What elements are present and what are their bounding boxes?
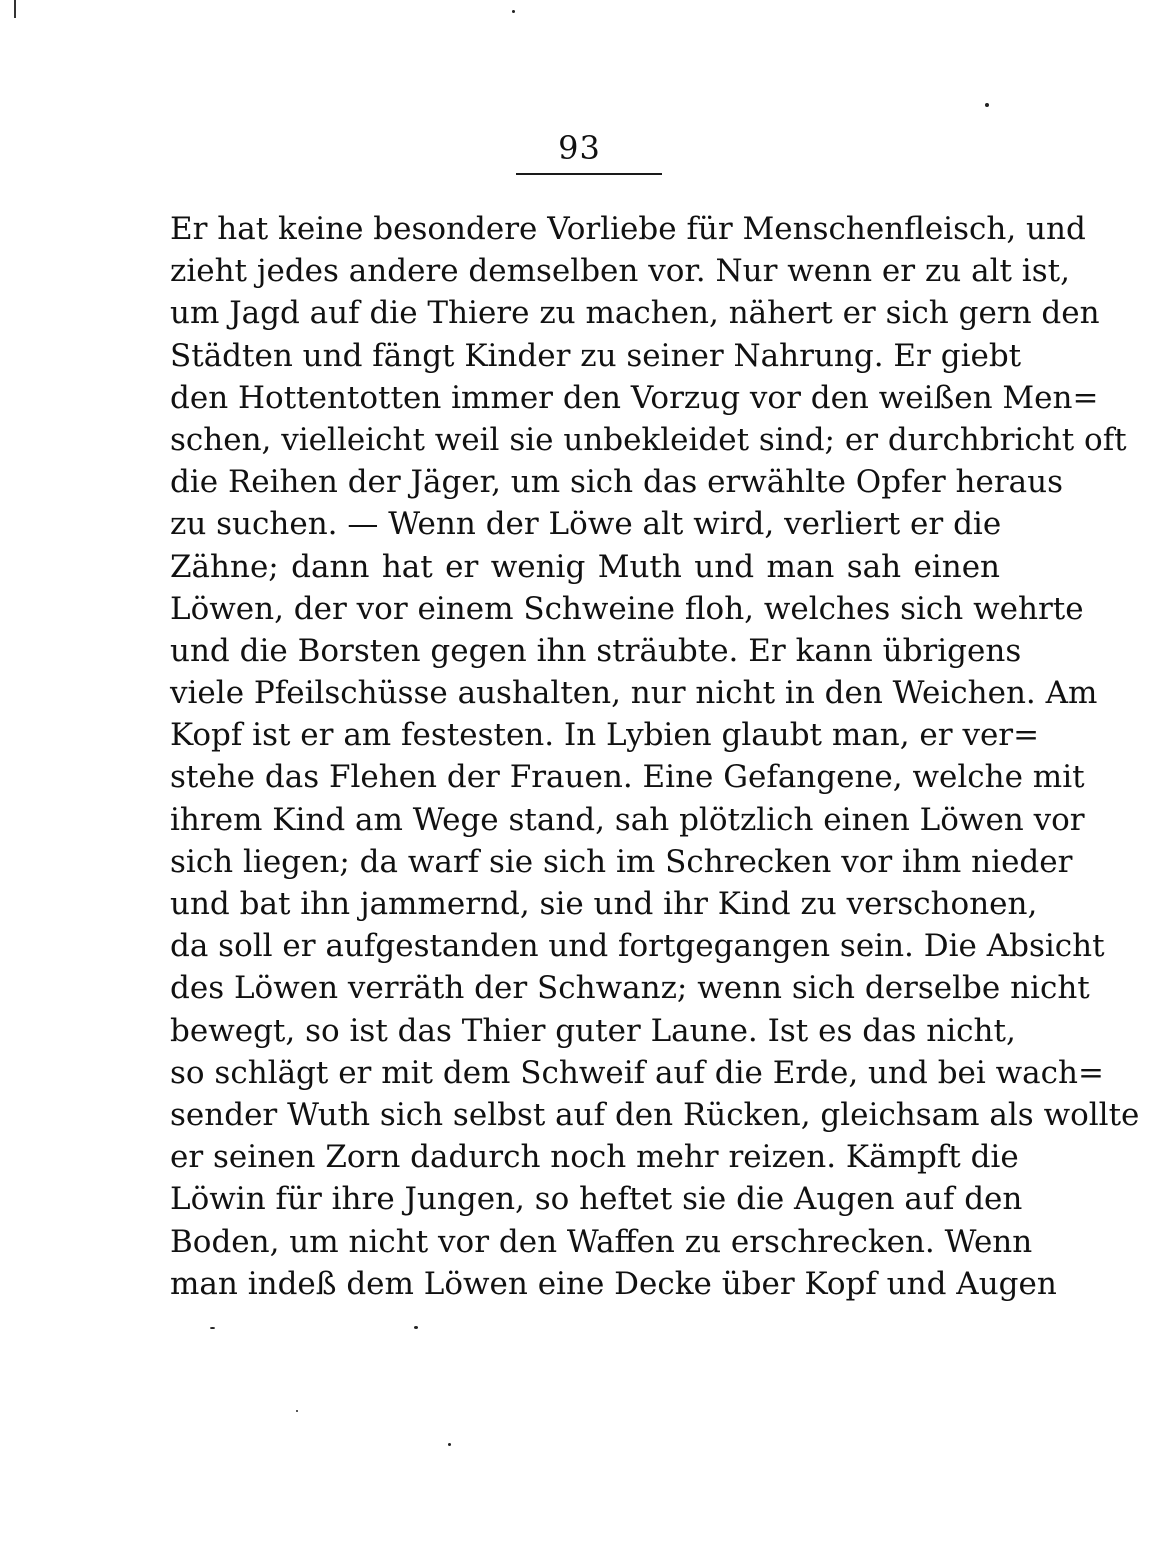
text-line: die Reihen der Jäger, um sich das erwählte Opfer heraus	[170, 464, 1064, 501]
text-line: da soll er aufgestanden und fortgegangen sein. Die Absicht	[170, 928, 1105, 965]
text-line: Boden, um nicht vor den Waffen zu erschrecken. Wenn	[170, 1223, 1033, 1260]
text-line: und bat ihn jammernd, sie und ihr Kind zu verschonen,	[170, 886, 1038, 922]
text-line: schen, vielleicht weil sie unbekleidet sind; er durchbricht oft	[170, 421, 1127, 458]
text-line: ihrem Kind am Wege stand, sah plötzlich einen Löwen vor	[170, 801, 1085, 838]
text-line: so schlägt er mit dem Schweif auf die Erde, und bei wach=	[170, 1054, 1104, 1091]
scan-speck	[414, 1326, 418, 1329]
scan-speck	[512, 10, 515, 13]
text-line: Kopf ist er am festesten. In Lybien glaubt man, er ver=	[170, 717, 1040, 754]
page-number: 93	[558, 129, 601, 167]
text-line: Löwin für ihre Jungen, so heftet sie die Augen auf den	[170, 1181, 1023, 1218]
text-line: er seinen Zorn dadurch noch mehr reizen. Kämpft die	[170, 1139, 1019, 1176]
text-line: sender Wuth sich selbst auf den Rücken, gleichsam als wollte	[170, 1096, 1140, 1133]
text-line: viele Pfeilschüsse aushalten, nur nicht in den Weichen. Am	[170, 675, 1098, 712]
text-line: des Löwen verräth der Schwanz; wenn sich derselbe nicht	[170, 970, 1090, 1007]
text-line: Er hat keine besondere Vorliebe für Menschenfleisch, und	[170, 211, 1086, 247]
text-line: man indeß dem Löwen eine Decke über Kopf und Augen	[170, 1265, 1057, 1302]
scan-edge-mark	[14, 0, 16, 18]
text-line: den Hottentotten immer den Vorzug vor den weißen Men=	[170, 379, 1099, 416]
body-text	[170, 208, 1140, 1305]
scan-speck	[985, 103, 989, 107]
scan-speck	[296, 1410, 298, 1412]
text-line: sich liegen; da warf sie sich im Schrecken vor ihm nieder	[170, 843, 1073, 880]
text-line: Löwen, der vor einem Schweine floh, welches sich wehrte	[170, 590, 1084, 627]
text-line: Zähne; dann hat er wenig Muth und man sah einen	[170, 548, 1000, 585]
text-line: bewegt, so ist das Thier guter Laune. Ist es das nicht,	[170, 1012, 1016, 1049]
text-line: zieht jedes andere demselben vor. Nur wenn er zu alt ist,	[170, 253, 1070, 290]
scan-speck	[448, 1443, 451, 1446]
text-line: Städten und fängt Kinder zu seiner Nahrung. Er giebt	[170, 337, 1022, 374]
scan-speck	[210, 1327, 215, 1329]
text-line: zu suchen. — Wenn der Löwe alt wird, verliert er die	[170, 506, 1002, 543]
text-line: um Jagd auf die Thiere zu machen, nähert er sich gern den	[170, 295, 1100, 332]
header-rule	[516, 173, 662, 175]
text-line: stehe das Flehen der Frauen. Eine Gefangene, welche mit	[170, 759, 1085, 796]
text-line: und die Borsten gegen ihn sträubte. Er kann übrigens	[170, 632, 1022, 669]
